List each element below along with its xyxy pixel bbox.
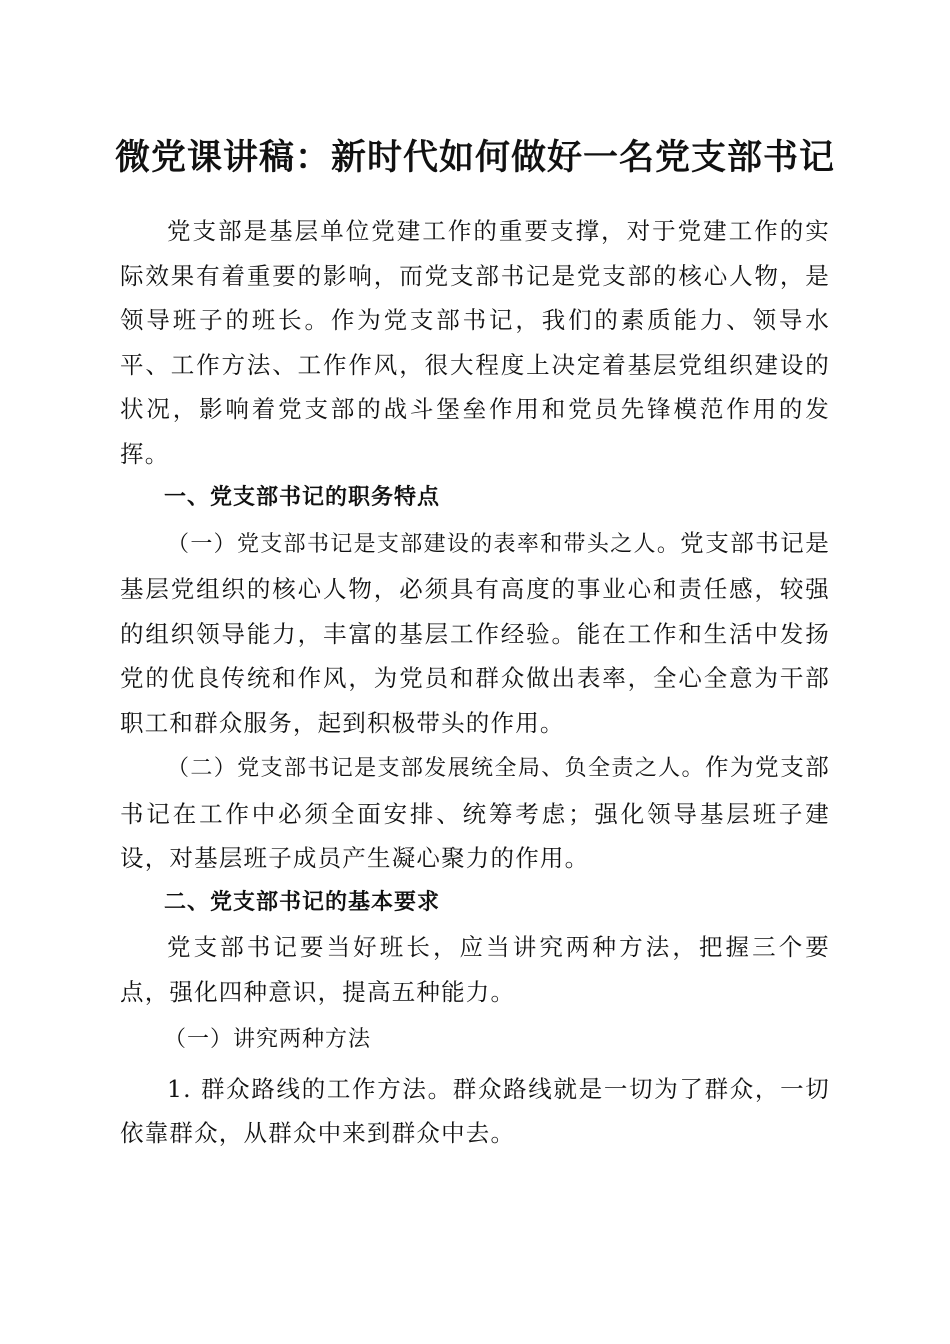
intro-paragraph: 党支部是基层单位党建工作的重要支撑，对于党建工作的实际效果有着重要的影响，而党支部书记是党支部的核心人物，是领导班子的班长。作为党支部书记，我们的素质能力、领导水平、工作方法、工作作风，很大程度上决定着基层党组织建设的状况，影响着党支部的战斗堡垒作用和党员先锋模范作用的发挥。 bbox=[120, 217, 830, 468]
section2-paragraph: 党支部书记要当好班长，应当讲究两种方法，把握三个要点，强化四种意识，提高五种能力。 bbox=[120, 933, 830, 1006]
section1-item2-lead: （二）党支部书记是支部发展统全局、负全责之人。 bbox=[167, 756, 705, 781]
document-body bbox=[120, 209, 830, 1156]
section1-item2-text: 作为党支部书记在工作中必须全面安排、统筹考虑；强化领导基层班子建设，对基层班子成员产生凝心聚力的作用。 bbox=[120, 753, 830, 872]
section1-item2-paragraph bbox=[120, 745, 830, 881]
section2-point1-paragraph: 1. 群众路线的工作方法。群众路线就是一切为了群众，一切依靠群众，从群众中来到群众中去。 bbox=[120, 1074, 830, 1147]
section1-item1-lead: （一）党支部书记是支部建设的表率和带头之人。 bbox=[167, 531, 681, 557]
section2-heading: 二、党支部书记的基本要求 bbox=[164, 889, 441, 915]
section1-item1-text: 党支部书记是基层党组织的核心人物，必须具有高度的事业心和责任感，较强的组织领导能力，丰富的基层工作经验。能在工作和生活中发扬党的优良传统和作风，为党员和群众做出表率，全心全意为干部职工和群众服务，起到积极带头的作用。 bbox=[120, 528, 830, 737]
document-title: 微党课讲稿：新时代如何做好一名党支部书记 bbox=[114, 137, 835, 178]
section2-sub1-heading: （一）讲究两种方法 bbox=[164, 1027, 372, 1052]
section1-heading: 一、党支部书记的职务特点 bbox=[164, 485, 441, 510]
section1-item1-paragraph bbox=[120, 521, 830, 746]
